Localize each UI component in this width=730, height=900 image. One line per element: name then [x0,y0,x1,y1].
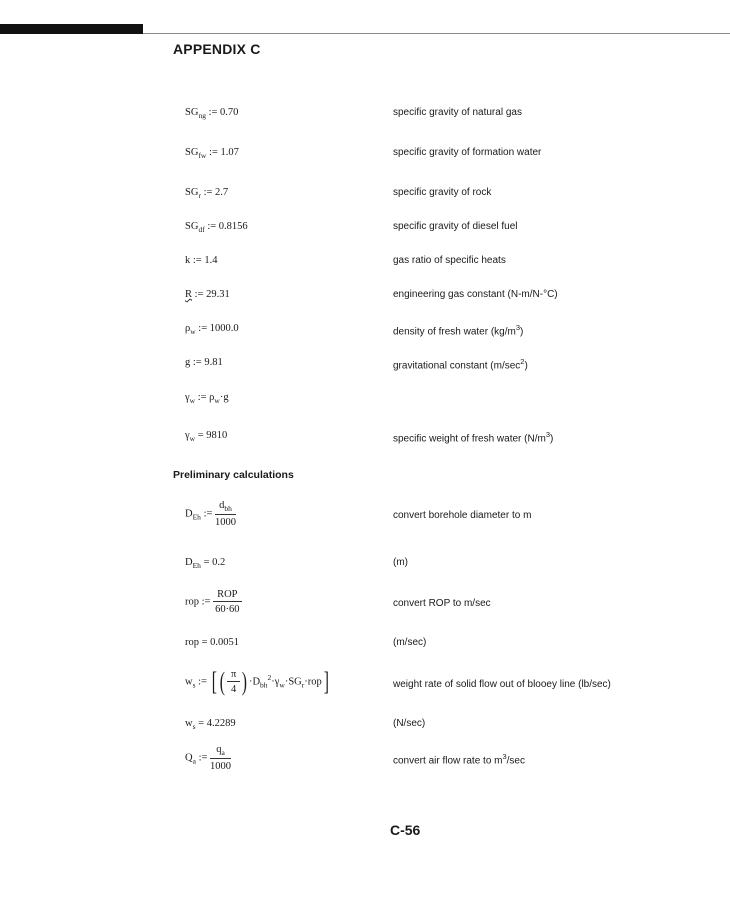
sg-r-description: specific gravity of rock [393,187,492,198]
sg-ng-equation: $SG_{ng}$ := 0.70 [185,107,239,121]
g-equation: g := 9.81 [185,357,223,368]
gamma-w-definition: $\gamma_w$ := $\rho_w\cdot g$ [185,392,229,406]
rop-fraction: $\frac{\text{ROP}}{60\cdot 60}$ [215,589,240,615]
k-description: gas ratio of specific heats [393,255,506,266]
sg-fw-equation: $SG_{fw}$ := 1.07 [185,147,239,161]
deh-unit: (m) [393,557,408,568]
k-equation: k := 1.4 [185,255,218,266]
header-rule [143,33,730,34]
qa-definition: $Q_a$ := $\frac{q_a}{1000}$ [185,744,232,773]
rop-result: rop = 0.0051 [185,637,240,648]
rop-description: convert ROP to m/sec [393,598,491,609]
ws-result: $w_s = 4.2289$ [185,718,236,732]
deh-description: convert borehole diameter to m [393,510,532,521]
rho-w-equation: $\rho_w$ := 1000.0 [185,323,239,337]
sg-fw-description: specific gravity of formation water [393,147,542,158]
appendix-title: APPENDIX C [173,41,261,57]
sg-df-description: specific gravity of diesel fuel [393,221,518,232]
deh-definition: $D_{Eh}$ := $\frac{d_{bh}}{1000}$ [185,500,237,529]
r-description: engineering gas constant (N-m/N-°C) [393,289,558,300]
rop-unit: (m/sec) [393,637,427,648]
ws-unit: (N/sec) [393,718,426,729]
pi-over-four-fraction: $\frac{\pi}{4}$ [227,669,240,695]
sg-df-equation: $SG_{df}$ := 0.8156 [185,221,248,235]
sg-ng-description: specific gravity of natural gas [393,107,522,118]
sg-r-equation: $SG_r$ := 2.7 [185,187,229,201]
rho-w-description: density of fresh water $(kg/m^3)$ [393,323,524,338]
section-heading: Preliminary calculations [173,469,294,481]
g-description: gravitational constant $(m/\sec^2)$ [393,357,528,372]
deh-fraction: $\frac{d_{bh}}{1000}$ [215,500,237,529]
deh-result: $D_{Eh} = 0.2$ [185,557,226,571]
ws-description: weight rate of solid flow out of blooey line (lb/sec) [393,679,611,690]
header-bar [0,24,143,34]
qa-description: convert air flow rate to $m^3/\sec$ [393,752,525,767]
gamma-w-result: $\gamma_w = 9810$ [185,430,228,444]
ws-definition: $w_s$ := [ ( $\frac{\pi}{4}$ ) $\cdot D_{bh}^2\cdot\gamma_w\cdot SG_r\cdot rop$] [185,667,329,696]
rop-definition: rop := $\frac{\text{ROP}}{60\cdot 60}$ [185,589,240,615]
gamma-w-description: specific weight of fresh water $(N/m^3)$ [393,430,554,445]
page-number: C-56 [390,822,421,838]
qa-fraction: $\frac{q_a}{1000}$ [210,744,232,773]
r-equation: R := 29.31 [185,289,230,300]
